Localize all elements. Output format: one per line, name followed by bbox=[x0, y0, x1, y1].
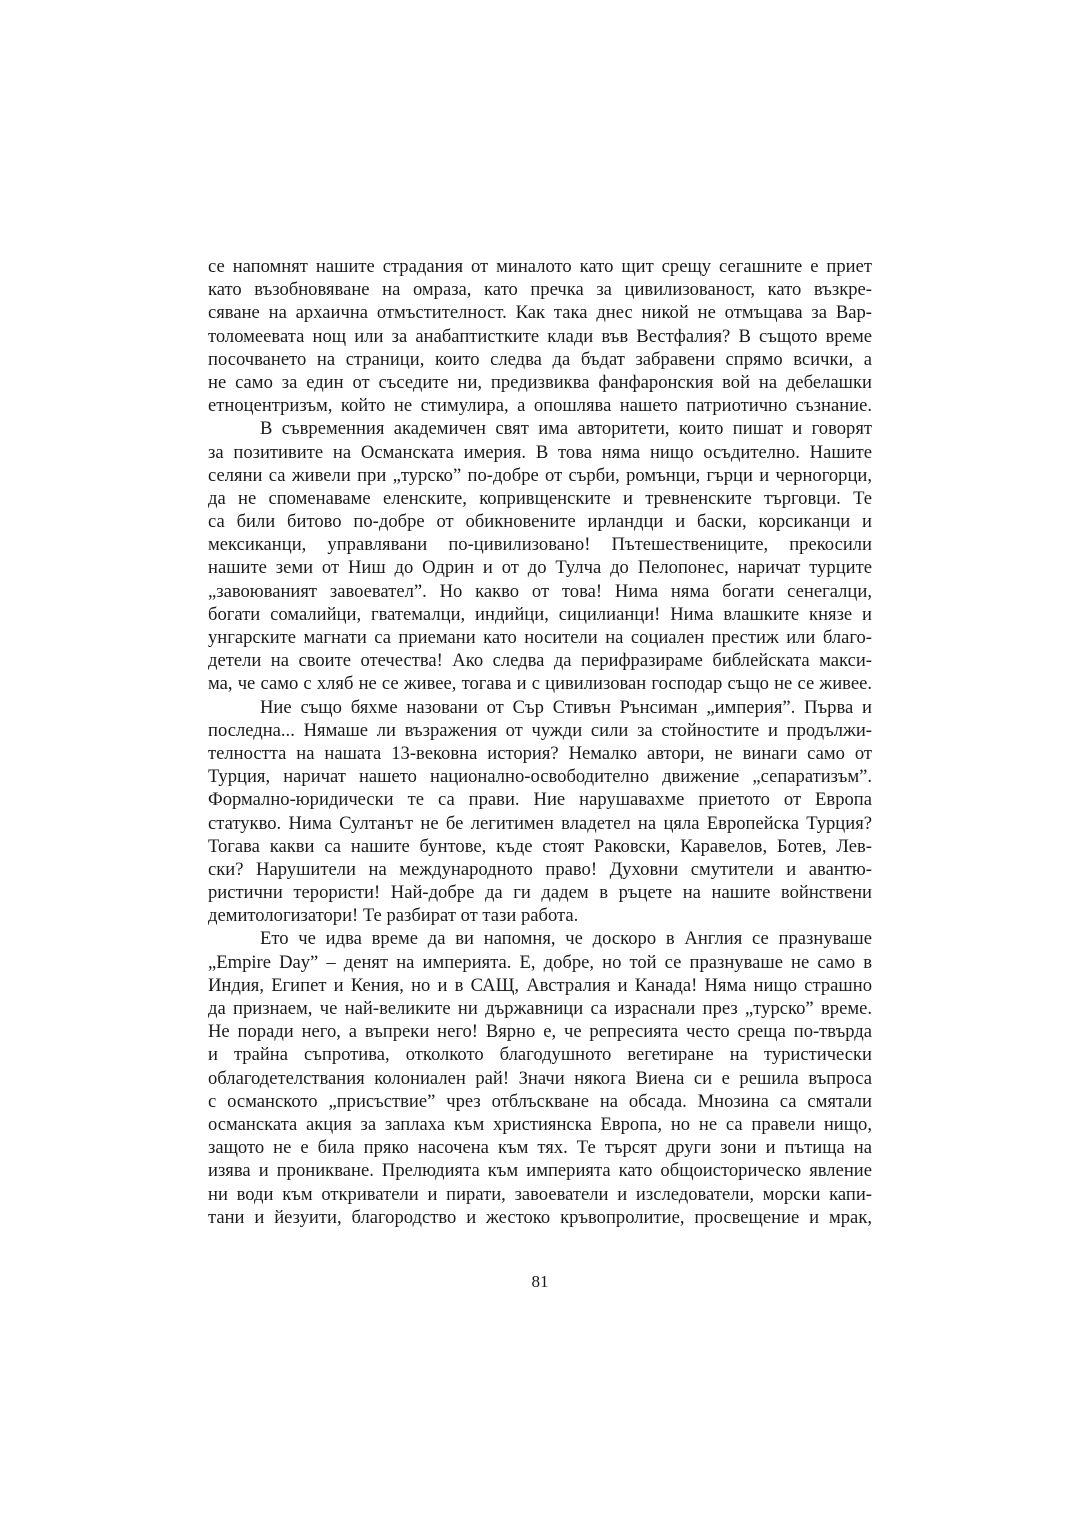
text-line: детели на своите отечества! Ако следва да перифразираме библейската макси- bbox=[208, 650, 872, 672]
text-line: с османското „присъствие” чрез отблъскване на обсада. Мнозина са смятали bbox=[208, 1090, 872, 1112]
text-line: мексиканци, управлявани по-цивилизовано! Пътешествениците, прекосили bbox=[208, 534, 872, 556]
text-line: Индия, Египет и Кения, но и в САЩ, Австралия и Канада! Няма нищо страшно bbox=[208, 974, 872, 996]
text-line: нашите земи от Ниш до Одрин и от до Тулча до Пелопонес, наричат турците bbox=[208, 557, 872, 579]
text-line: изява и проникване. Прелюдията към империята като общоисторическо явление bbox=[208, 1160, 872, 1182]
text-line: етноцентризъм, който не стимулира, а опошлява нашето патриотично съзнание. bbox=[208, 395, 872, 417]
text-line: „Empire Day” – денят на империята. Е, добре, но той се празнуваше не само в bbox=[208, 951, 872, 973]
text-line: като възобновяване на омраза, като пречка за цивилизованост, като възкре- bbox=[208, 279, 872, 301]
text-line: унгарските магнати са приемани като носители на социален престиж или благо- bbox=[208, 627, 872, 648]
body-text bbox=[208, 255, 872, 1229]
paragraph-1 bbox=[208, 255, 872, 417]
text-line: „завоюваният завоевател”. Но какво от това! Нима няма богати сенегалци, bbox=[208, 580, 872, 602]
text-line: ски? Нарушители на международното право! Духовни смутители и авантю- bbox=[208, 858, 872, 880]
text-line: богати сомалийци, гватемалци, индийци, сицилианци! Нима влашките князе и bbox=[208, 603, 872, 625]
text-line: да не споменаваме еленските, копривщенските и тревненските търговци. Те bbox=[208, 487, 872, 509]
page-number: 81 bbox=[531, 1272, 549, 1291]
text-line: статукво. Нима Султанът не бе легитимен владетел на цяла Европейска Турция? bbox=[208, 812, 872, 834]
text-line: толомеевата нощ или за анабаптистките клади във Вестфалия? В същото време bbox=[208, 325, 872, 347]
text-line: посочването на страници, които следва да бъдат забравени спрямо всички, а bbox=[208, 348, 872, 370]
text-line: ма, че само с хляб не се живее, тогава и с цивилизован господар също не се живее. bbox=[208, 673, 872, 695]
text-line: Турция, наричат нашето национално-освободително движение „сепаратизъм”. bbox=[208, 766, 872, 788]
text-line: тани и йезуити, благородство и жестоко кръвопролитие, просвещение и мрак, bbox=[208, 1206, 872, 1228]
text-line: Формално-юридически те са прави. Ние нарушавахме приетото от Европа bbox=[208, 789, 872, 811]
text-line: са били битово по-добре от обикновените ирландци и баски, корсиканци и bbox=[208, 511, 872, 533]
paragraph-4 bbox=[208, 927, 872, 1228]
paragraph-2 bbox=[208, 417, 872, 695]
text-line: да признаем, че най-великите ни държавници са израснали през „турско” време. bbox=[208, 998, 872, 1019]
text-line: и трайна съпротива, отколкото благодушното вегетиране на туристически bbox=[208, 1044, 872, 1066]
text-line: ни води към откриватели и пирати, завоеватели и изследователи, морски капи- bbox=[208, 1183, 872, 1205]
text-line: селяни са живели при „турско” по-добре от сърби, ромънци, гърци и черногорци, bbox=[208, 464, 872, 486]
text-line: облагодетелствания колониален рай! Значи някога Виена си е решила въпроса bbox=[208, 1067, 872, 1089]
text-line: защото не е била пряко насочена към тях. Те търсят други зони и пътища на bbox=[208, 1137, 872, 1159]
text-line: се напомнят нашите страдания от миналото като щит срещу сегашните е приет bbox=[208, 256, 872, 277]
text-line: не само за един от съседите ни, предизвиква фанфаронския вой на дебелашки bbox=[208, 371, 872, 393]
text-line: Ето че идва време да ви напомня, че доскоро в Англия се празнуваше bbox=[260, 928, 872, 950]
text-line: сяване на архаична отмъстителност. Как така днес никой не отмъщава за Вар- bbox=[208, 302, 872, 324]
text-line: за позитивите на Османската имерия. В това няма нищо осъдително. Нашите bbox=[208, 441, 872, 463]
paragraph-3 bbox=[208, 696, 872, 928]
text-line: османската акция за заплаха към християнска Европа, но не са правели нищо, bbox=[208, 1113, 872, 1135]
text-line: телността на нашата 13-вековна история? Немалко автори, не винаги само от bbox=[208, 742, 872, 764]
text-line: последна... Нямаше ли възражения от чужди сили за стойностите и продължи- bbox=[208, 719, 872, 741]
text-line: Не поради него, а въпреки него! Вярно е, че репресията често среща по-твърда bbox=[208, 1021, 872, 1043]
text-line: В съвременния академичен свят има авторитети, които пишат и говорят bbox=[260, 418, 872, 440]
text-line: Ние също бяхме назовани от Сър Стивън Рънсиман „империя”. Първа и bbox=[260, 696, 872, 718]
text-line: демитологизатори! Те разбират от тази работа. bbox=[208, 905, 579, 927]
text-line: ристични терористи! Най-добре да ги дадем в ръцете на нашите войнствени bbox=[208, 882, 872, 904]
text-line: Тогава какви са нашите бунтове, къде стоят Раковски, Каравелов, Ботев, Лев- bbox=[208, 835, 872, 857]
